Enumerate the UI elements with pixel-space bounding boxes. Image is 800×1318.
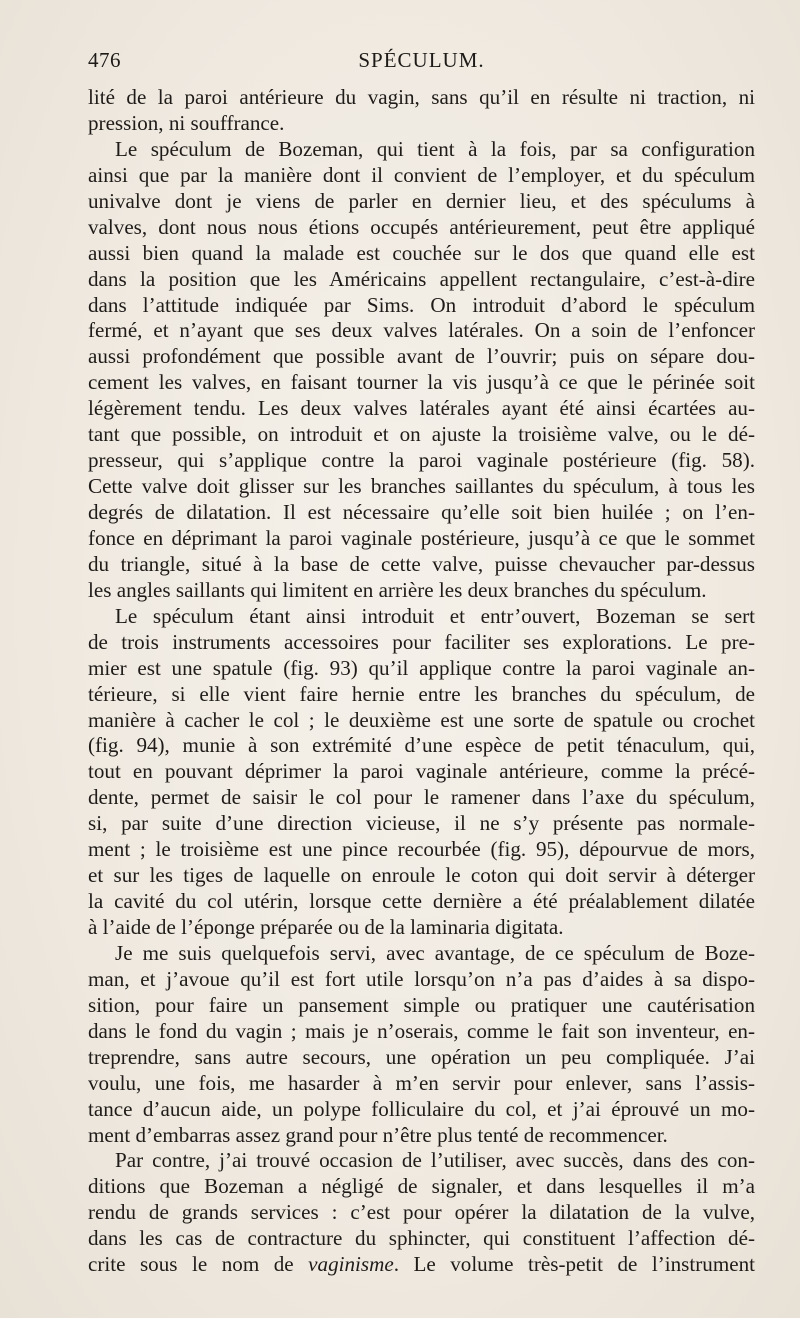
text-line: Le spéculum étant ainsi introduit et entr’ouvert, Bozeman se sert (115, 603, 755, 628)
text-line: Je me suis quelquefois servi, avec avantage, de ce spéculum de Boze- (115, 940, 755, 965)
text-line: aussi bien quand la malade est couchée sur le dos que quand elle est (88, 240, 755, 265)
text-line: fonce en déprimant la paroi vaginale postérieure, jusqu’à ce que le sommet (88, 525, 755, 550)
text-line: et sur les tiges de laquelle on enroule le coton qui doit servir à déterger (88, 863, 755, 888)
text-line: sition, pour faire un pansement simple ou pratiquer une cautérisation (88, 992, 755, 1017)
text-line: man, et j’avoue qu’il est fort utile lorsqu’on n’a pas d’aides à sa dispo- (88, 966, 755, 991)
text-line: presseur, qui s’applique contre la paroi vaginale postérieure (fig. 58). (88, 448, 755, 473)
running-title: SPÉCULUM. (358, 48, 485, 72)
text-line: mier est une spatule (fig. 93) qu’il applique contre la paroi vaginale an- (88, 655, 755, 680)
text-line: ment ; le troisième est une pince recourbée (fig. 95), dépourvue de mors, (88, 837, 755, 862)
text-line-final (88, 1252, 755, 1278)
text-line: treprendre, sans autre secours, une opération un peu compliquée. J’ai (88, 1044, 755, 1069)
text-line: tout en pouvant déprimer la paroi vaginale antérieure, comme la précé- (88, 759, 755, 784)
text-line: Le spéculum de Bozeman, qui tient à la fois, par sa configuration (115, 136, 755, 161)
text-line: ditions que Bozeman a négligé de signaler, et dans lesquelles il m’a (88, 1174, 755, 1199)
text-line: ainsi que par la manière dont il convient de l’employer, et du spéculum (88, 162, 755, 187)
page-header (88, 48, 755, 78)
text-line: dans la position que les Américains appellent rectangulaire, c’est-à-dire (88, 266, 755, 291)
text-line: légèrement tendu. Les deux valves latérales ayant été ainsi écartées au- (88, 396, 755, 421)
text-fragment: . Le volume très-petit de l’instrument (393, 1252, 756, 1277)
text-line: à l’aide de l’éponge préparée ou de la laminaria digitata. (88, 915, 564, 939)
text-line: si, par suite d’une direction vicieuse, il ne s’y présente pas normale- (88, 811, 755, 836)
text-line: tance d’aucun aide, un polype folliculaire du col, et j’ai éprouvé un mo- (88, 1096, 755, 1121)
text-line: de trois instruments accessoires pour faciliter ses explorations. Le pre- (88, 629, 755, 654)
text-line: Par contre, j’ai trouvé occasion de l’utiliser, avec succès, dans des con- (115, 1148, 755, 1173)
text-line: les angles saillants qui limitent en arrière les deux branches du spéculum. (88, 577, 707, 602)
text-line: voulu, une fois, me hasarder à m’en servir pour enlever, sans l’assis- (88, 1070, 755, 1095)
text-line: manière à cacher le col ; le deuxième est une sorte de spatule ou crochet (88, 707, 755, 732)
text-line: du triangle, situé à la base de cette valve, puisse chevaucher par-dessus (88, 551, 755, 576)
text-line: dans l’attitude indiquée par Sims. On introduit d’abord le spéculum (88, 292, 755, 317)
text-line: tant que possible, on introduit et on ajuste la troisième valve, ou le dé- (88, 422, 755, 447)
text-line: ment d’embarras assez grand pour n’être plus tenté de recommencer. (88, 1122, 668, 1147)
emphasized-term: vaginisme (308, 1252, 394, 1277)
text-line: térieure, si elle vient faire hernie entre les branches du spéculum, de (88, 681, 755, 706)
text-line: (fig. 94), munie à son extrémité d’une espèce de petit ténaculum, qui, (88, 733, 755, 758)
text-line: la cavité du col utérin, lorsque cette dernière a été préalablement dilatée (88, 889, 755, 914)
text-line: Cette valve doit glisser sur les branches saillantes du spéculum, à tous les (88, 474, 755, 499)
text-line: dans le fond du vagin ; mais je n’oserais, comme le fait son inventeur, en- (88, 1018, 755, 1043)
text-line: aussi profondément que possible avant de l’ouvrir; puis on sépare dou- (88, 344, 755, 369)
text-line: dente, permet de saisir le col pour le ramener dans l’axe du spéculum, (88, 785, 755, 810)
text-line: fermé, et n’ayant que ses deux valves latérales. On a soin de l’enfoncer (88, 318, 755, 343)
text-line: degrés de dilatation. Il est nécessaire qu’elle soit bien huilée ; on l’en- (88, 500, 755, 524)
page-number: 476 (88, 48, 121, 72)
text-line: dans les cas de contracture du sphincter, qui constituent l’affection dé- (88, 1226, 755, 1251)
text-line: univalve dont je viens de parler en dernier lieu, et des spéculums à (88, 188, 755, 213)
text-line: lité de la paroi antérieure du vagin, sans qu’il en résulte ni traction, ni (88, 85, 755, 109)
text-line: pression, ni souffrance. (88, 110, 285, 135)
body-text (88, 85, 755, 1278)
text-line: valves, dont nous nous étions occupés antérieurement, peut être appliqué (88, 214, 755, 239)
text-line: rendu de grands services : c’est pour opérer la dilatation de la vulve, (88, 1200, 755, 1225)
text-fragment: crite sous le nom de (88, 1252, 309, 1277)
text-line: cement les valves, en faisant tourner la vis jusqu’à ce que le périnée soit (88, 370, 755, 395)
